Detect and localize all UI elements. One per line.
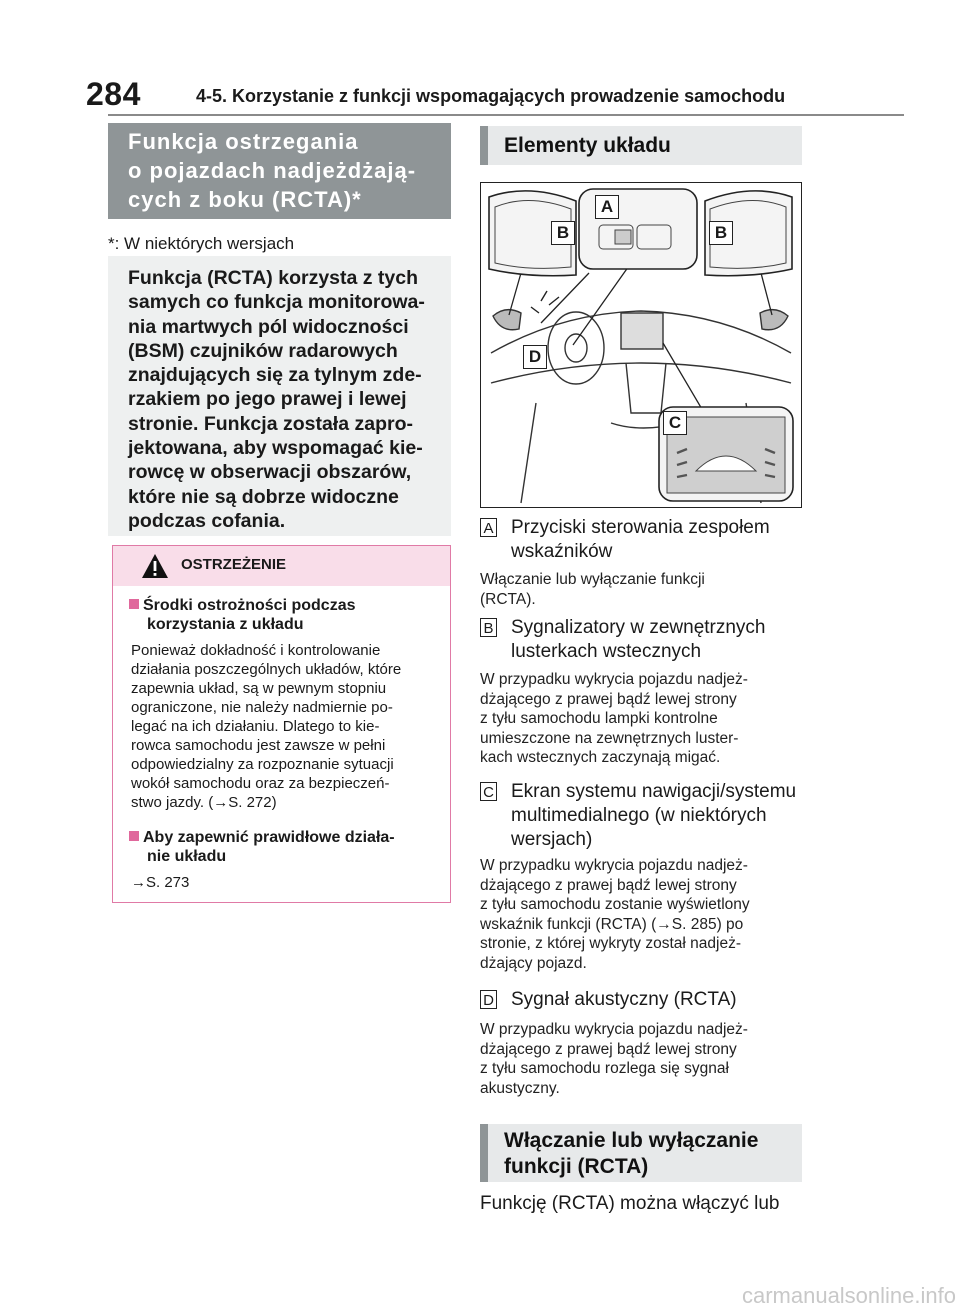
intro-line: podczas cofania. — [128, 509, 286, 532]
intro-line: nia martwych pól widoczności — [128, 315, 409, 338]
chapter-title: 4-5. Korzystanie z funkcji wspomagających prowadzenie samochodu — [196, 86, 786, 106]
page-number: 284 — [86, 76, 141, 112]
label-c: C — [663, 411, 687, 435]
intro-box — [108, 256, 451, 536]
bullet-square-icon — [129, 599, 139, 609]
warning-subheading: Środki ostrożności podczas korzystania z układu — [129, 596, 355, 634]
section-title-line: cych z boku (RCTA)* — [128, 187, 362, 212]
warning-title: OSTRZEŻENIE — [181, 556, 287, 573]
warning-header — [113, 546, 450, 586]
bullet-square-icon — [129, 831, 139, 841]
intro-line: znajdujących się za tylnym zde- — [128, 364, 422, 387]
item-badge: A — [480, 518, 497, 537]
item-title: Przyciski sterowania zespołem wskaźników — [511, 517, 770, 562]
section-title-rcta — [108, 123, 451, 219]
item-title: Sygnał akustyczny (RCTA) — [511, 989, 737, 1010]
warning-triangle-icon — [141, 553, 169, 579]
footnote: *: W niektórych wersjach — [108, 234, 295, 253]
intro-line: samych co funkcja monitorowa- — [128, 291, 425, 314]
section-title-toggle: Włączanie lub wyłączanie funkcji (RCTA) — [480, 1124, 802, 1182]
item-body: W przypadku wykrycia pojazdu nadjeż- dżającego z prawej bądź lewej strony z tyłu samochodu zostanie wyświetlony wskaźnik funkcji (RCTA) (→S. 285) po stronie, z której wykryty został nadjeż- dżający pojazd. — [480, 857, 750, 972]
item-body: W przypadku wykrycia pojazdu nadjeż- dżającego z prawej bądź lewej strony z tyłu samochodu lampki kontrolne umieszczone na zewnętrznych luster- kach wstecznych zaczynają migać. — [480, 671, 748, 766]
label-a: A — [595, 195, 619, 219]
section-title-line: Funkcja ostrzegania — [128, 129, 359, 154]
intro-line: rzakiem po jego prawej i lewej — [128, 388, 407, 411]
label-d: D — [523, 345, 547, 369]
dashboard-diagram — [480, 182, 802, 508]
item-title: Ekran systemu nawigacji/systemu multimedialnego (w niektórych wersjach) — [511, 781, 797, 850]
intro-line: jektowana, aby wspomagać kie- — [128, 437, 423, 460]
header-rule — [108, 114, 904, 116]
warning-box — [112, 545, 451, 903]
label-b-left: B — [551, 221, 575, 245]
item-body: W przypadku wykrycia pojazdu nadjeż- dżającego z prawej bądź lewej strony z tyłu samochodu rozlega się sygnał akustyczny. — [480, 1021, 748, 1097]
item-badge: C — [480, 782, 497, 801]
item-body: Włączanie lub wyłączanie funkcji (RCTA). — [480, 571, 705, 608]
warning-subheading: Aby zapewnić prawidłowe działa- nie układu — [129, 828, 395, 866]
item-badge: B — [480, 618, 497, 637]
warning-page-ref: →S. 273 — [131, 874, 190, 891]
body-text-last-line: Funkcję (RCTA) można włączyć lub — [480, 1193, 780, 1214]
intro-line: Funkcja (RCTA) korzysta z tych — [128, 267, 419, 289]
item-title: Sygnalizatory w zewnętrznych lusterkach wstecznych — [511, 617, 766, 662]
section-title-components: Elementy układu — [480, 126, 802, 165]
intro-line: (BSM) czujników radarowych — [128, 339, 398, 362]
watermark: carmanualsonline.info — [741, 1283, 956, 1308]
intro-line: które nie są dobrze widoczne — [128, 485, 399, 508]
item-badge: D — [480, 990, 497, 1009]
intro-line: rowcę w obserwacji obszarów, — [128, 461, 412, 484]
label-b-right: B — [709, 221, 733, 245]
warning-body: Ponieważ dokładność i kontrolowanie działania poszczególnych układów, które zapewnia układ, są w pewnym stopniu ograniczone, nie należy nadmiernie po- legać na ich działaniu. Dlatego to kie- rowca samochodu jest zawsze w pełni odpowiedzialny za rozpoznanie sytuacji wokół samochodu oraz za bezpieczeń- stwo jazdy. (→S. 272) — [131, 642, 402, 811]
section-title-line: o pojazdach nadjeżdżają- — [128, 158, 417, 183]
intro-line: stronie. Funkcja została zapro- — [128, 412, 413, 435]
